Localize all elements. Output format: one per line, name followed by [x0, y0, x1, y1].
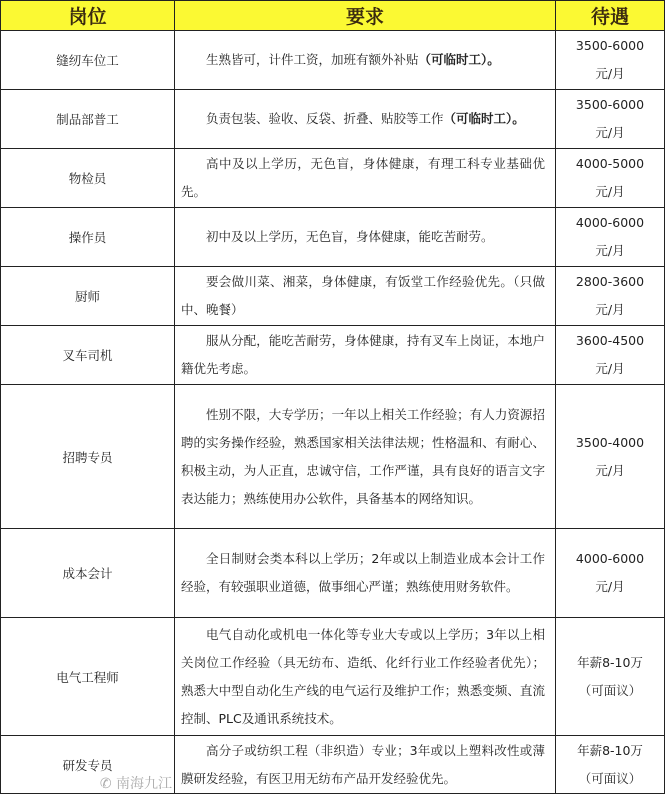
pay-unit: 元/月: [595, 302, 625, 317]
requirement-text: 高中及以上学历，无色盲，身体健康，有理工科专业基础优先。: [181, 156, 545, 199]
requirement-text: 服从分配，能吃苦耐劳，身体健康，持有叉车上岗证，本地户籍优先考虑。: [181, 333, 545, 376]
requirement-text: 高分子或纺织工程（非织造）专业；3年或以上塑料改性或薄膜研发经验，有医卫用无纺布产品开发经验优先。: [181, 742, 545, 786]
table-row: [1, 385, 665, 529]
pay-amount: 年薪8-10万: [577, 654, 643, 670]
table-row: [1, 618, 665, 736]
pay-unit: 元/月: [595, 184, 625, 199]
pay-amount: 3500-6000: [575, 97, 645, 112]
requirement-note: （可临时工）。: [418, 52, 500, 67]
pay-amount: 3500-6000: [575, 38, 645, 53]
requirement-text: 性别不限，大专学历；一年以上相关工作经验；有人力资源招聘的实务操作经验，熟悉国家相关法律法规；性格温和、有耐心、积极主动，为人正直，忠诚守信，工作严谨，具有良好的语言文字表达能力；熟练使用办公软件，具备基本的网络知识。: [181, 406, 545, 506]
pay-unit: （可面议）: [578, 682, 642, 698]
pay-amount: 4000-6000: [575, 551, 645, 566]
pay-cell: [556, 267, 665, 326]
pay-amount: 4000-5000: [575, 156, 645, 171]
table-row: [1, 31, 665, 90]
position-cell: 物检员: [1, 149, 175, 208]
header-position: 岗位: [1, 1, 175, 31]
wechat-icon: ✆: [99, 776, 116, 792]
position-cell: 操作员: [1, 208, 175, 267]
requirement-cell: [175, 736, 556, 794]
pay-cell: [556, 90, 665, 149]
position-cell: 制品部普工: [1, 90, 175, 149]
requirement-cell: [175, 529, 556, 618]
pay-unit: 元/月: [595, 66, 625, 81]
pay-amount: 年薪8-10万: [577, 742, 643, 758]
requirement-cell: [175, 326, 556, 385]
table-row: [1, 529, 665, 618]
pay-amount: 3600-4500: [575, 333, 645, 348]
pay-cell: [556, 529, 665, 618]
header-row: [1, 1, 665, 31]
pay-cell: [556, 736, 665, 794]
pay-unit: 元/月: [595, 579, 625, 594]
pay-cell: [556, 385, 665, 529]
position-cell: 成本会计: [1, 529, 175, 618]
requirement-cell: [175, 149, 556, 208]
pay-unit: 元/月: [595, 125, 625, 140]
position-cell: 研发专员: [1, 736, 175, 794]
header-requirements: 要求: [175, 1, 556, 31]
position-cell: 缝纫车位工: [1, 31, 175, 90]
requirement-text: 电气自动化或机电一体化等专业大专或以上学历；3年以上相关岗位工作经验（具无纺布、造纸、化纤行业工作经验者优先）；熟悉大中型自动化生产线的电气运行及维护工作；熟悉变频、直流控制、PLC及通讯系统技术。: [181, 626, 545, 726]
requirement-text: 负责包装、验收、反袋、折叠、贴胶等工作: [206, 111, 444, 126]
pay-unit: 元/月: [595, 361, 625, 376]
requirement-cell: [175, 208, 556, 267]
table-row: [1, 326, 665, 385]
position-cell: 叉车司机: [1, 326, 175, 385]
pay-unit: （可面议）: [578, 770, 642, 786]
position-cell: 厨师: [1, 267, 175, 326]
header-pay: 待遇: [556, 1, 665, 31]
position-cell: 电气工程师: [1, 618, 175, 736]
pay-unit: 元/月: [595, 243, 625, 258]
requirement-cell: [175, 31, 556, 90]
pay-cell: [556, 208, 665, 267]
pay-amount: 3500-4000: [575, 434, 645, 450]
requirement-note: （可临时工）。: [443, 111, 525, 126]
pay-amount: 4000-6000: [575, 215, 645, 230]
requirement-text: 生熟皆可，计件工资，加班有额外补贴: [206, 52, 419, 67]
table-row: [1, 208, 665, 267]
requirement-text: 全日制财会类本科以上学历；2年或以上制造业成本会计工作经验，有较强职业道德，做事细心严谨；熟练使用财务软件。: [181, 551, 545, 594]
pay-cell: [556, 326, 665, 385]
requirement-cell: [175, 267, 556, 326]
table-row: [1, 90, 665, 149]
requirement-cell: [175, 385, 556, 529]
table-row: [1, 149, 665, 208]
requirement-text: 要会做川菜、湘菜，身体健康，有饭堂工作经验优先。（只做中、晚餐）: [181, 274, 545, 317]
watermark: ✆ 南海九江: [99, 776, 172, 792]
pay-cell: [556, 618, 665, 736]
position-cell: 招聘专员: [1, 385, 175, 529]
requirement-cell: [175, 618, 556, 736]
pay-cell: [556, 31, 665, 90]
requirement-cell: [175, 90, 556, 149]
pay-amount: 2800-3600: [575, 274, 645, 289]
pay-unit: 元/月: [595, 462, 625, 478]
pay-cell: [556, 149, 665, 208]
table-row: [1, 267, 665, 326]
requirement-text: 初中及以上学历，无色盲，身体健康，能吃苦耐劳。: [206, 229, 494, 244]
